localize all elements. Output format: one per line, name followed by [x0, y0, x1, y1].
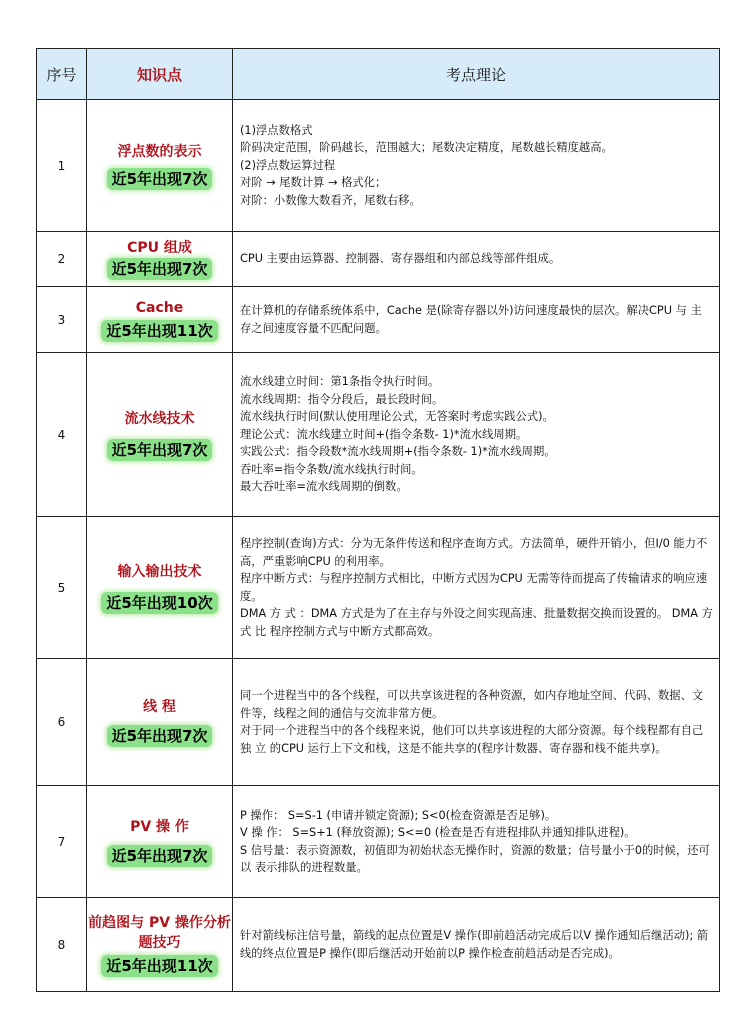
- knowledge-name: PV 操 作: [130, 818, 189, 835]
- knowledge-cell: [87, 898, 233, 992]
- theory-line: 程序控制(查询)方式：分为无条件传送和程序查询方式。方法简单，硬件开销小，但I/0 能力不 高，严重影响CPU 的利用率。: [240, 537, 708, 568]
- knowledge-name: 线 程: [143, 699, 176, 715]
- row-number: 7: [37, 786, 87, 898]
- theory-line: DMA 方 式 ：DMA 方式是为了在主存与外设之间实现高速、批量数据交换而设置的。 DMA 方 式 比 程序控制方式与中断方式都高效。: [240, 607, 713, 638]
- table-row: [37, 287, 720, 353]
- theory-cell: [233, 517, 720, 659]
- frequency-badge: 近5年出现7次: [107, 168, 213, 190]
- theory-line: S 信号量：表示资源数，初值即为初始状态无操作时，资源的数量；信号量小于0的时候，还可以 表示排队的进程数量。: [240, 843, 710, 874]
- theory-line: 针对箭线标注信号量，箭线的起点位置是V 操作(即前趋活动完成后以V 操作通知后继活动); 箭线的终点位置是P 操作(即后继活动开始前以P 操作检查前趋活动是否完成)。: [240, 929, 709, 960]
- frequency-badge: 近5年出现11次: [101, 320, 217, 342]
- theory-line: 流水线建立时间：第1条指令执行时间。: [240, 375, 440, 389]
- table-row: [37, 898, 720, 992]
- table-row: [37, 353, 720, 517]
- knowledge-cell: [87, 100, 233, 232]
- knowledge-table: [36, 48, 720, 992]
- theory-line: 在计算机的存储系统体系中，Cache 是(除寄存器以外)访问速度最快的层次。解决CPU 与 主 存之间速度容量不匹配问题。: [240, 304, 702, 335]
- header-theory: 考点理论: [233, 49, 720, 100]
- theory-line: 吞吐率=指令条数/流水线执行时间。: [240, 462, 423, 476]
- theory-cell: [233, 100, 720, 232]
- knowledge-name: 前趋图与 PV 操作分析题技巧: [88, 914, 231, 951]
- row-number: 2: [37, 232, 87, 287]
- theory-line: 流水线周期：指令分段后，最长段时间。: [240, 392, 444, 406]
- theory-line: 流水线执行时间(默认使用理论公式，无答案时考虑实践公式)。: [240, 410, 554, 424]
- theory-line: (2)浮点数运算过程: [240, 158, 336, 172]
- theory-line: 对于同一个进程当中的各个线程来说，他们可以共享该进程的大部分资源。每个线程都有自己独 立 的CPU 运行上下文和栈，这是不能共享的(程序计数器、寄存器和栈不能共享)。: [240, 724, 704, 755]
- knowledge-name: 输入输出技术: [117, 563, 202, 580]
- theory-line: 理论公式：流水线建立时间+(指令条数- 1)*流水线周期。: [240, 427, 528, 441]
- table-row: [37, 659, 720, 786]
- knowledge-table-container: [36, 48, 719, 992]
- table-header-row: [37, 49, 720, 100]
- knowledge-name: 浮点数的表示: [117, 143, 202, 160]
- row-number: 3: [37, 287, 87, 353]
- frequency-badge: 近5年出现7次: [107, 725, 213, 747]
- table-row: [37, 100, 720, 232]
- header-knowledge: 知识点: [87, 49, 233, 100]
- header-index: 序号: [37, 49, 87, 100]
- knowledge-cell: [87, 353, 233, 517]
- knowledge-name: 流水线技术: [124, 410, 195, 427]
- row-number: 1: [37, 100, 87, 232]
- theory-line: 对阶 → 尾数计算 → 格式化；: [240, 176, 387, 190]
- theory-cell: [233, 287, 720, 353]
- theory-line: 最大吞吐率=流水线周期的倒数。: [240, 480, 408, 494]
- table-row: [37, 232, 720, 287]
- frequency-badge: 近5年出现11次: [101, 955, 217, 977]
- row-number: 4: [37, 353, 87, 517]
- table-row: [37, 517, 720, 659]
- frequency-badge: 近5年出现7次: [107, 439, 213, 461]
- theory-line: CPU 主要由运算器、控制器、寄存器组和内部总线等部件组成。: [240, 252, 561, 266]
- row-number: 8: [37, 898, 87, 992]
- theory-cell: [233, 786, 720, 898]
- theory-cell: [233, 898, 720, 992]
- knowledge-cell: [87, 232, 233, 287]
- knowledge-name: CPU 组成: [127, 240, 192, 256]
- theory-cell: [233, 353, 720, 517]
- knowledge-name: Cache: [135, 299, 184, 316]
- frequency-badge: 近5年出现10次: [101, 592, 217, 614]
- knowledge-cell: [87, 659, 233, 786]
- theory-line: 同一个进程当中的各个线程，可以共享该进程的各种资源，如内存地址空间、代码、数据、文件等，线程之间的通信与交流非常方便。: [240, 689, 704, 720]
- frequency-badge: 近5年出现7次: [107, 845, 213, 867]
- theory-cell: [233, 659, 720, 786]
- theory-line: (1)浮点数格式: [240, 123, 313, 137]
- theory-line: 阶码决定范围，阶码越长，范围越大；尾数决定精度，尾数越长精度越高。: [240, 141, 613, 155]
- theory-line: 程序中断方式：与程序控制方式相比，中断方式因为CPU 无需等待而提高了传输请求的响应速度。: [240, 572, 708, 603]
- row-number: 5: [37, 517, 87, 659]
- row-number: 6: [37, 659, 87, 786]
- table-row: [37, 786, 720, 898]
- knowledge-cell: [87, 287, 233, 353]
- frequency-badge: 近5年出现7次: [107, 258, 213, 280]
- theory-line: 实践公式：指令段数*流水线周期+(指令条数- 1)*流水线周期。: [240, 445, 556, 459]
- theory-line: P 操作： S=S-1 (申请并锁定资源); S<0(检查资源是否足够)。: [240, 808, 557, 822]
- theory-line: 对阶：小数像大数看齐，尾数右移。: [240, 193, 421, 207]
- knowledge-cell: [87, 517, 233, 659]
- theory-cell: [233, 232, 720, 287]
- theory-line: V 操 作： S=S+1 (释放资源); S<=0 (检查是否有进程排队并通知排队进程)。: [240, 826, 636, 839]
- knowledge-cell: [87, 786, 233, 898]
